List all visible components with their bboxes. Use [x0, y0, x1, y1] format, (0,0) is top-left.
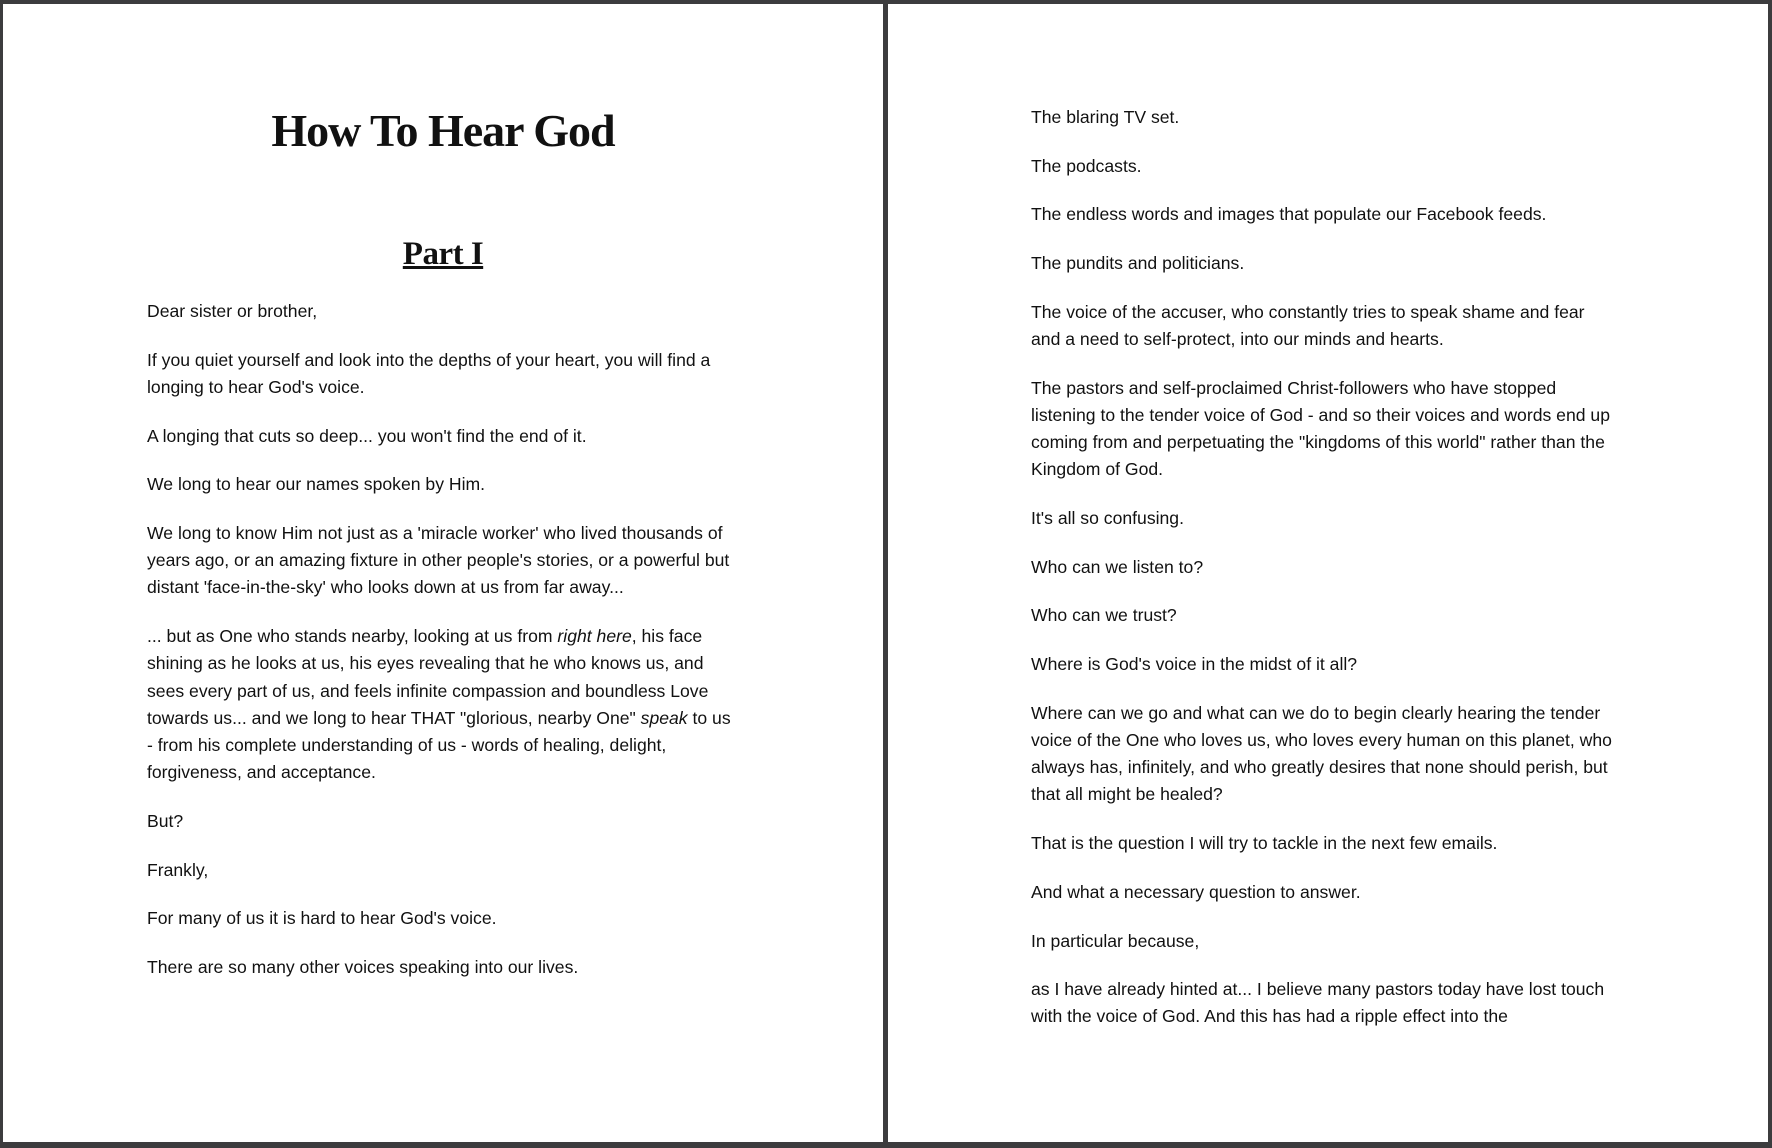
page-2-body	[1031, 104, 1616, 1052]
paragraph: Frankly,	[147, 859, 209, 880]
paragraph: The blaring TV set.	[1031, 107, 1180, 127]
paragraph: That is the question I will try to tackle in the next few emails.	[1031, 833, 1498, 854]
paragraph	[147, 623, 732, 786]
paragraph: But?	[147, 810, 184, 831]
italic-text: right here	[557, 626, 632, 647]
document-page-1	[3, 4, 883, 1142]
paragraph: It's all so confusing.	[1031, 508, 1184, 529]
paragraph: In particular because,	[1031, 930, 1200, 951]
paragraph: There are so many other voices speaking into our lives.	[147, 956, 579, 977]
section-heading: Part I	[402, 236, 484, 272]
document-title: How To Hear God	[271, 105, 615, 156]
paragraph: We long to know Him not just as a 'miracle worker' who lived thousands of years ago, or an amazing fixture in other people's stories, or a powerful but distant 'face-in-the-sky' who looks down at us from far away...	[147, 523, 730, 598]
paragraph: The pundits and politicians.	[1031, 253, 1245, 274]
text-run: , his face shining as he looks at us, his eyes revealing that he who knows us, and sees every part of us, and feels infinite compassion and boundless Love towards us... and we long to hear THAT "glorious, nearby One"	[147, 626, 709, 728]
page-1-body	[147, 298, 732, 1003]
paragraph: Who can we trust?	[1031, 605, 1177, 626]
paragraph: Who can we listen to?	[1031, 556, 1204, 577]
text-run: to us - from his complete understanding of us - words of healing, delight, forgiveness, and acceptance.	[147, 707, 731, 783]
paragraph: For many of us it is hard to hear God's voice.	[147, 908, 497, 929]
paragraph: The endless words and images that populate our Facebook feeds.	[1031, 204, 1547, 225]
text-run: ... but as One who stands nearby, looking at us from	[147, 626, 558, 647]
document-page-2	[888, 4, 1768, 1142]
paragraph: We long to hear our names spoken by Him.	[147, 474, 486, 495]
paragraph: If you quiet yourself and look into the depths of your heart, you will find a longing to hear God's voice.	[147, 349, 711, 397]
paragraph: The pastors and self-proclaimed Christ-followers who have stopped listening to the tender voice of God - and so their voices and words end up coming from and perpetuating the "kingdoms of this world" rather than the Kingdom of God.	[1031, 377, 1610, 480]
paragraph: The voice of the accuser, who constantly tries to speak shame and fear and a need to self-protect, into our minds and hearts.	[1031, 301, 1585, 350]
paragraph: Dear sister or brother,	[147, 301, 318, 321]
italic-text: speak	[640, 707, 688, 728]
paragraph: The podcasts.	[1031, 155, 1142, 176]
paragraph: A longing that cuts so deep... you won't find the end of it.	[147, 425, 587, 446]
paragraph: Where can we go and what can we do to begin clearly hearing the tender voice of the One who loves us, who loves every human on this planet, who always has, infinitely, and who greatly desires that none should perish, but that all might be healed?	[1031, 702, 1612, 805]
paragraph: And what a necessary question to answer.	[1031, 881, 1361, 902]
paragraph: as I have already hinted at... I believe many pastors today have lost touch with the voice of God. And this has had a ripple effect into the	[1031, 979, 1605, 1027]
paragraph: Where is God's voice in the midst of it all?	[1031, 654, 1358, 675]
